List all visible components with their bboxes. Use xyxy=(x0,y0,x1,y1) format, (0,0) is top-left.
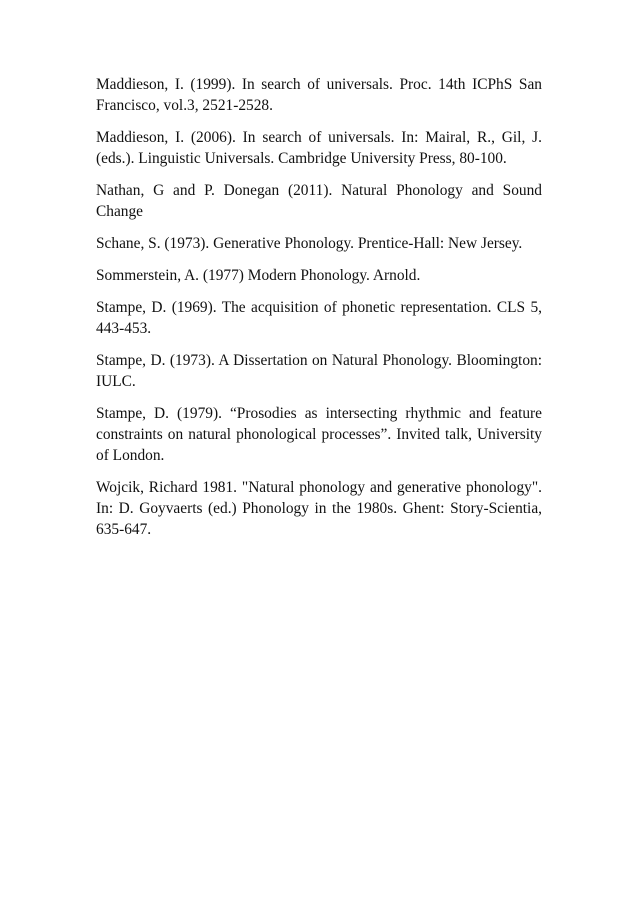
reference-entry: Maddieson, I. (2006). In search of universals. In: Mairal, R., Gil, J. (eds.). Linguistic Universals. Cambridge University Press, 80-100. xyxy=(96,129,542,167)
reference-entry: Wojcik, Richard 1981. "Natural phonology and generative phonology". In: D. Goyvaerts (ed.) Phonology in the 1980s. Ghent: Story-Scientia, 635-647. xyxy=(96,479,542,538)
reference-entry: Stampe, D. (1973). A Dissertation on Natural Phonology. Bloomington: IULC. xyxy=(96,352,542,390)
reference-entry: Nathan, G and P. Donegan (2011). Natural Phonology and Sound Change xyxy=(96,182,542,220)
reference-entry: Stampe, D. (1969). The acquisition of phonetic representation. CLS 5, 443-453. xyxy=(96,299,542,337)
reference-entry: Maddieson, I. (1999). In search of universals. Proc. 14th ICPhS San Francisco, vol.3, 2521-2528. xyxy=(96,76,542,114)
reference-list xyxy=(96,74,542,551)
reference-entry: Schane, S. (1973). Generative Phonology. Prentice-Hall: New Jersey. xyxy=(96,235,523,252)
reference-entry: Sommerstein, A. (1977) Modern Phonology. Arnold. xyxy=(96,267,421,284)
reference-entry: Stampe, D. (1979). “Prosodies as intersecting rhythmic and feature constraints on natural phonological processes”. Invited talk, University of London. xyxy=(96,405,542,464)
